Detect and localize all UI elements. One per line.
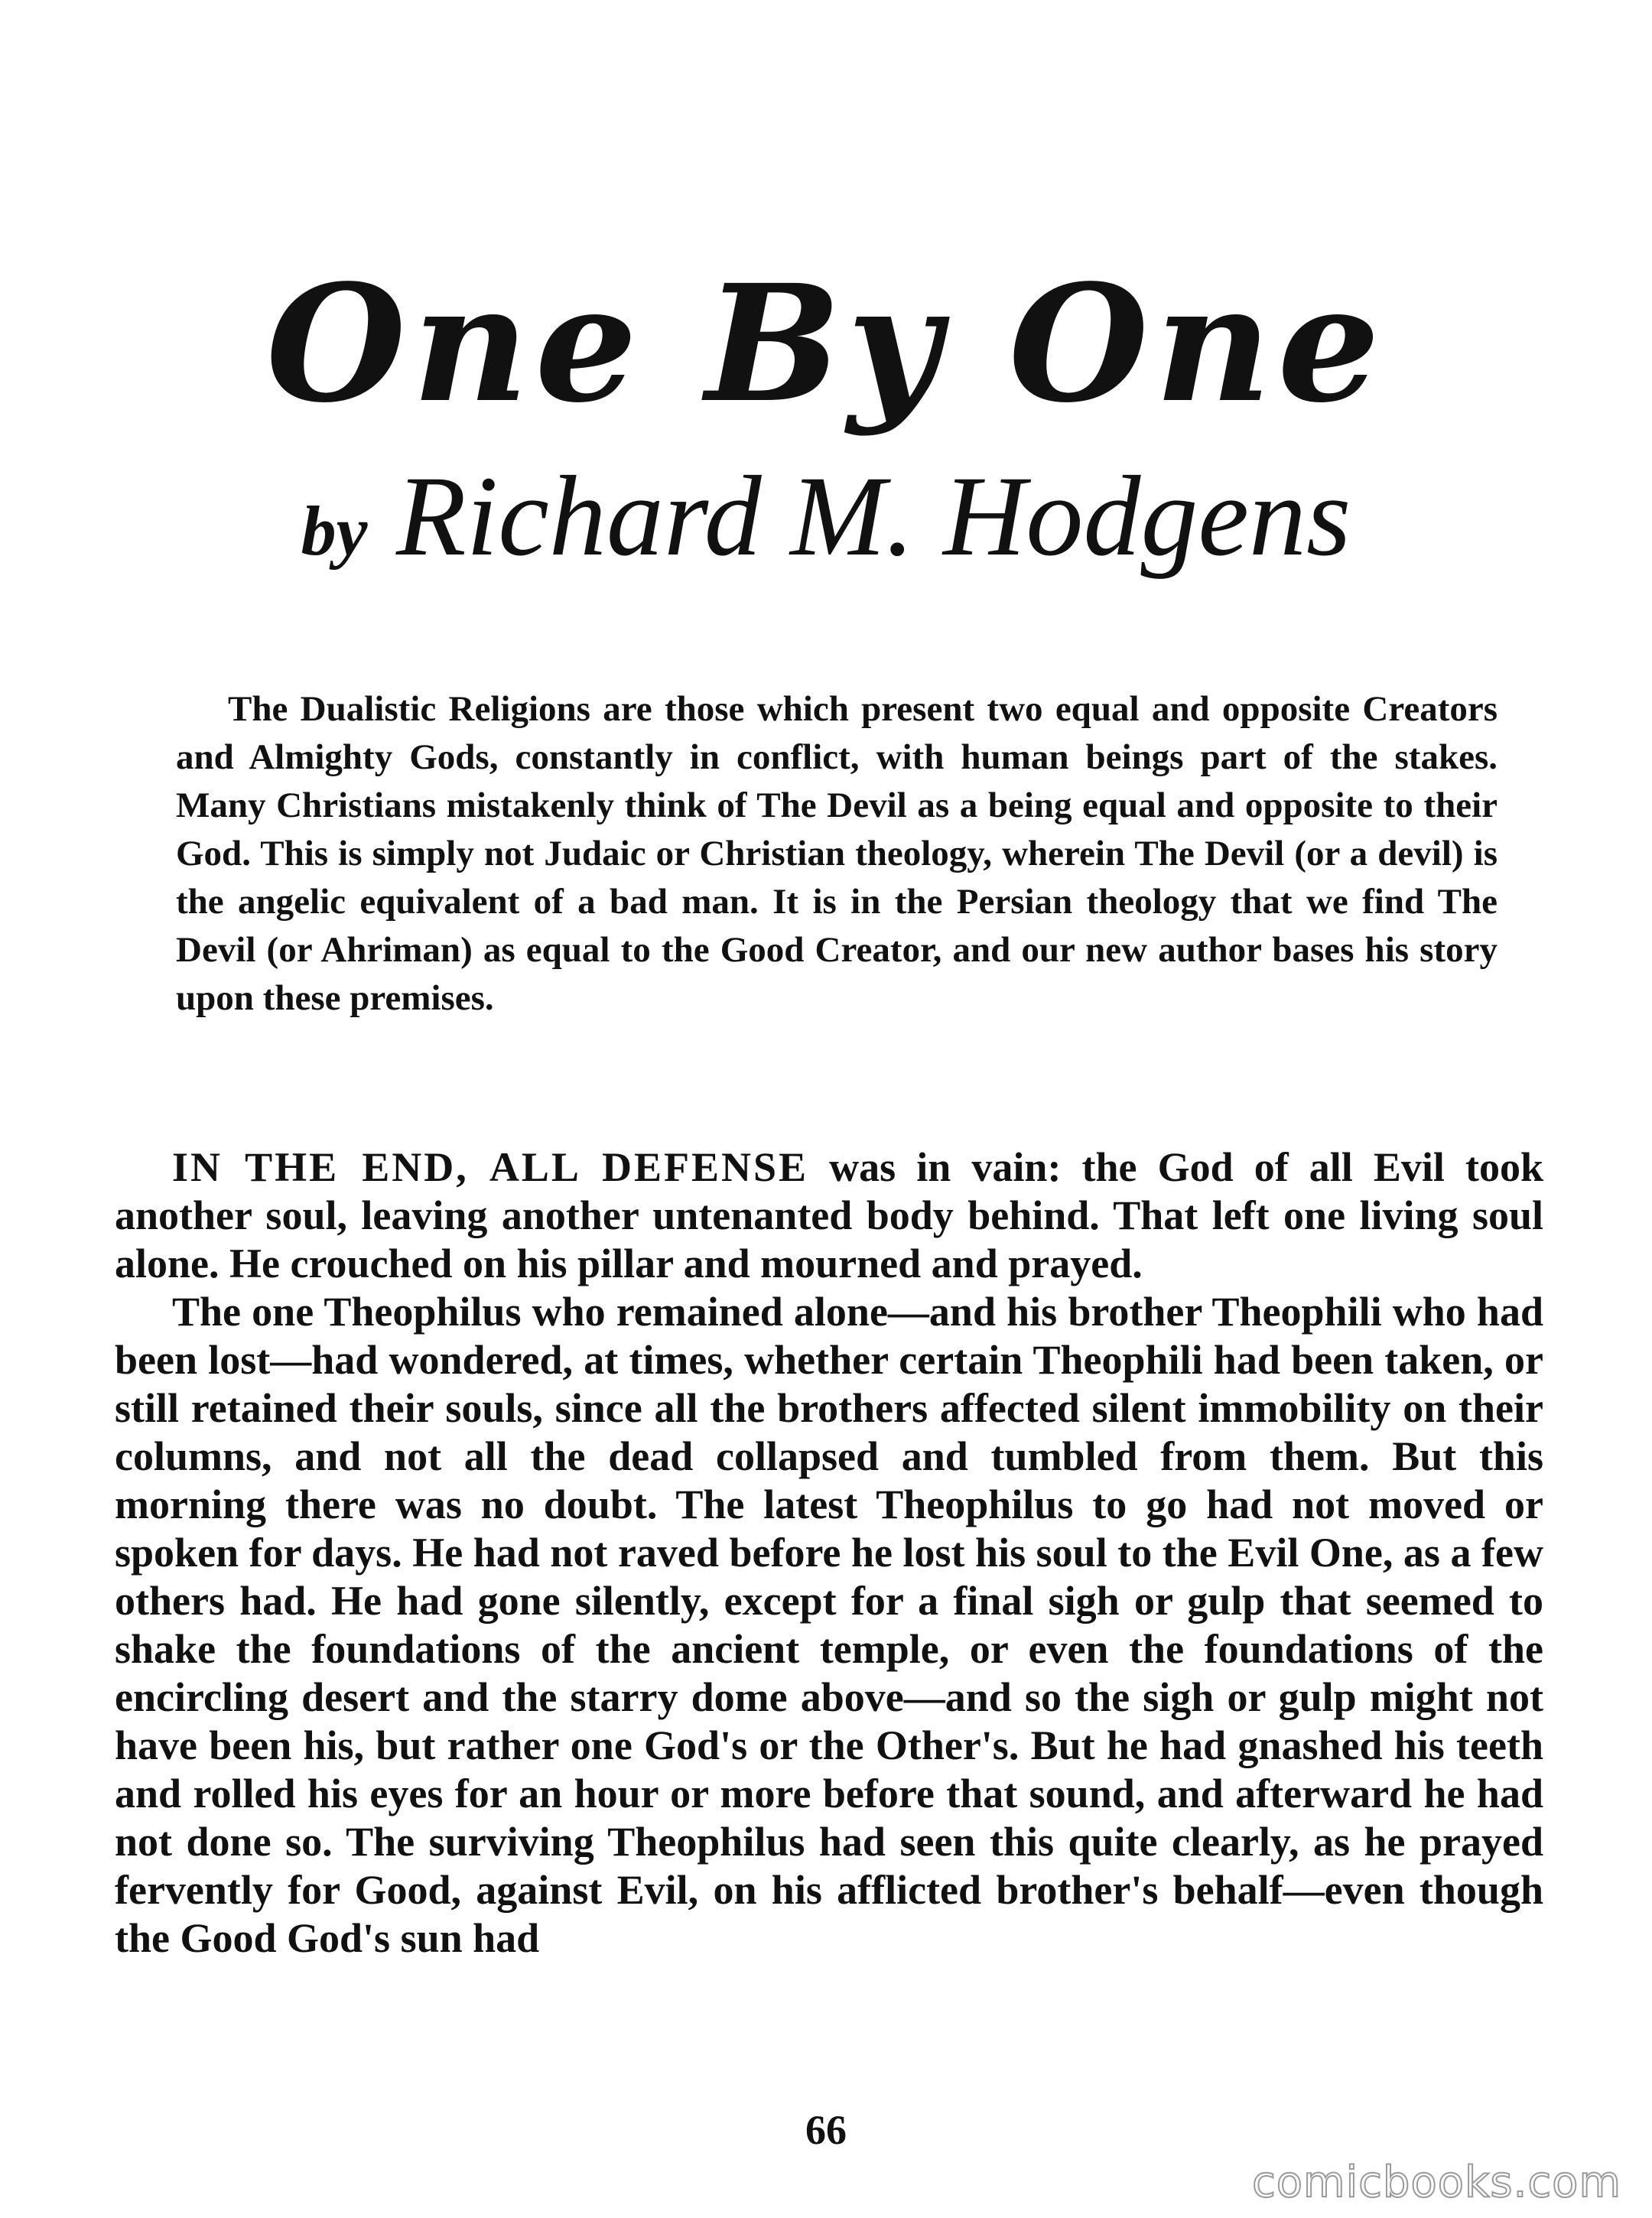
body-paragraph-1 xyxy=(115,1143,1543,1288)
paragraph-lead-in: IN THE END, ALL DEFENSE xyxy=(172,1144,809,1190)
body-paragraph-2: The one Theophilus who remained alone—and his brother Theophili who had been lost—had wondered, at times, whether certain Theophili had been taken, or still retained their souls, since all the brothers affected silent immobility on their columns, and not all the dead collapsed and tumbled from them. But this morning there was no doubt. The latest Theophilus to go had not moved or spoken for days. He had not raved before he lost his soul to the Evil One, as a few others had. He had gone silently, except for a final sigh or gulp that seemed to shake the foundations of the ancient temple, or even the foundations of the encircling desert and the starry dome above—and so the sigh or gulp might not have been his, but rather one God's or the Other's. But he had gnashed his teeth and rolled his eyes for an hour or more before that sound, and afterward he had not done so. The surviving Theophilus had seen this quite clearly, as he prayed fervently for Good, against Evil, on his afflicted brother's behalf—even though the Good God's sun had xyxy=(115,1289,1543,1961)
story-title: One By One xyxy=(265,249,1387,438)
byline xyxy=(0,453,1652,580)
byline-prefix: by xyxy=(301,492,368,570)
story-body xyxy=(115,1143,1543,1963)
page-number: 66 xyxy=(805,2107,847,2153)
author-name: Richard M. Hodgens xyxy=(395,453,1351,580)
editorial-introduction: The Dualistic Religions are those which present two equal and opposite Creators and Almighty Gods, constantly in conflict, with human beings part of the stakes. Many Christians mistakenly think of The Devil as a being equal and opposite to their God. This is simply not Judaic or Christian theology, wherein The Devil (or a devil) is the angelic equivalent of a bad man. It is in the Persian theology that we find The Devil (or Ahriman) as equal to the Good Creator, and our new author bases his story upon these premises. xyxy=(176,689,1498,1018)
watermark-logo: comicbooks.com xyxy=(1251,2158,1621,2207)
paragraph-1-text: was in vain: the God of all Evil took another soul, leaving another untenanted body behind. That left one living soul alone. He crouched on his pillar and mourned and prayed. xyxy=(115,1144,1544,1286)
